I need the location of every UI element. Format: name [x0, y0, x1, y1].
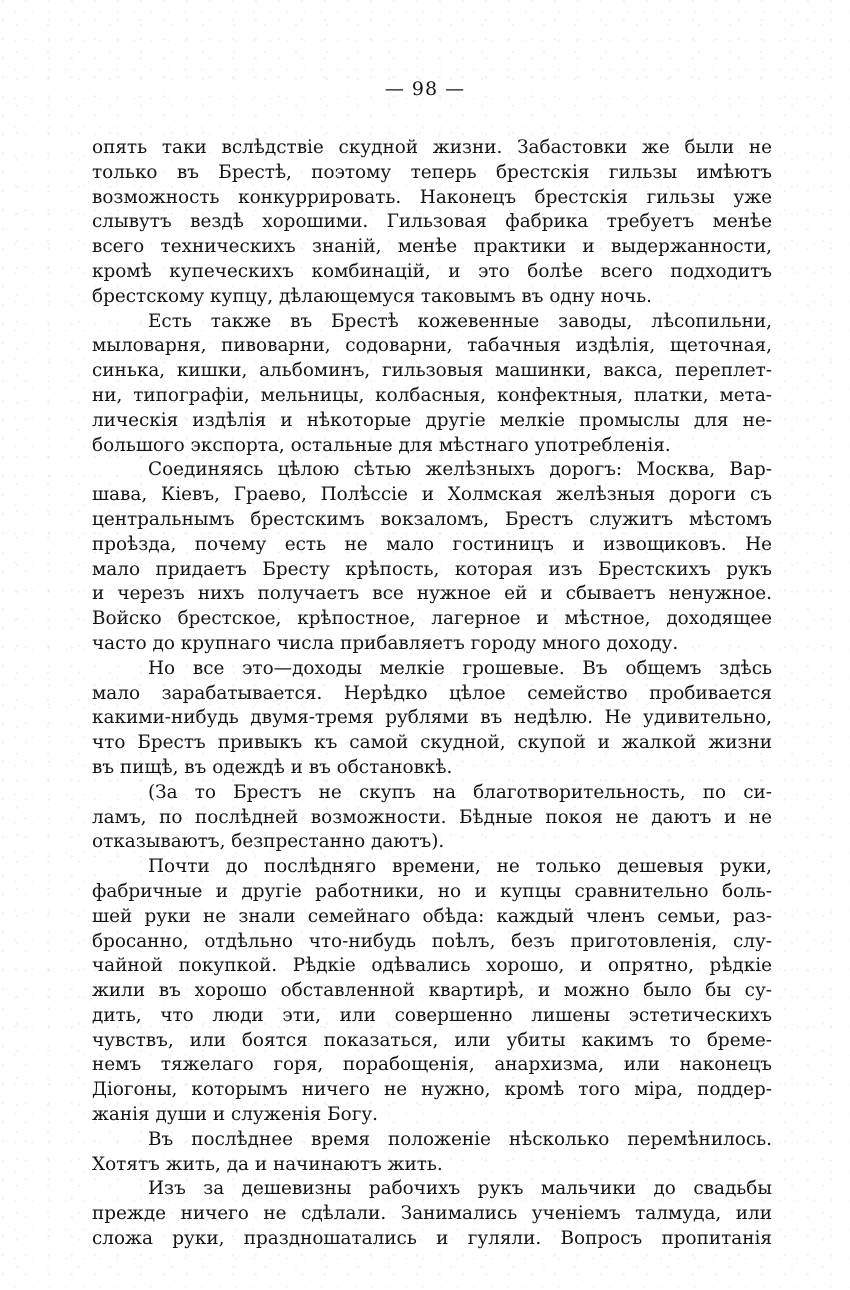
text-line: лическія издѣлія и нѣкоторые другіе мелкіе промыслы для не-	[92, 409, 772, 431]
text-line: и черезъ нихъ получаетъ все нужное ей и сбываетъ ненужное.	[92, 583, 772, 605]
text-line: слывутъ вездѣ хорошими. Гильзовая фабрика требуетъ менѣе	[92, 211, 772, 233]
text-line: прежде ничего не сдѣлали. Занимались ученіемъ талмуда, или	[92, 1203, 772, 1225]
text-line: бросанно, отдѣльно что-нибудь поѣлъ, безъ приготовленія, слу-	[92, 930, 772, 952]
text-line: (За то Брестъ не скупъ на благотворительность, по си-	[148, 781, 772, 803]
text-line: фабричные и другіе работники, но и купцы сравнительно боль-	[92, 880, 772, 902]
text-line: Хотятъ жить, да и начинаютъ жить.	[92, 1153, 443, 1175]
text-line: Діогоны, которымъ ничего не нужно, кромѣ того міра, поддер-	[92, 1079, 772, 1101]
text-line: шей руки не знали семейнаго обѣда: каждый членъ семьи, раз-	[92, 905, 772, 927]
text-line: кромѣ купеческихъ комбинацій, и это болѣе всего подходитъ	[92, 260, 772, 282]
text-line: шава, Кіевъ, Граево, Полѣсcіе и Холмская желѣзныя дороги съ	[92, 484, 772, 506]
text-line: дить, что люди эти, или совершенно лишены эстетическихъ	[92, 1004, 772, 1026]
text-line: проѣзда, почему есть не мало гостиницъ и извощиковъ. Не	[92, 533, 772, 555]
text-line: мало зарабатывается. Нерѣдко цѣлое семейство пробивается	[92, 682, 772, 704]
text-line: какими-нибудь двумя-тремя рублями въ недѣлю. Не удивительно,	[92, 707, 772, 729]
page-number: — 98 —	[384, 78, 466, 100]
text-line: часто до крупнаго числа прибавляетъ городу много доходу.	[92, 632, 679, 654]
text-line: опять таки вслѣдствіе скудной жизни. Забастовки же были не	[92, 137, 772, 158]
text-line: Соединяясь цѣлою сѣтью желѣзныхъ дорогъ: Москва, Вар-	[148, 459, 772, 481]
text-line: Изъ за дешевизны рабочихъ рукъ мальчики до свадьбы	[148, 1178, 772, 1200]
text-line: Въ послѣднее время положеніе нѣсколько перемѣнилось.	[148, 1128, 772, 1150]
text-line: большого экспорта, остальные для мѣстнаго употребленія.	[92, 434, 671, 456]
text-line: только въ Брестѣ, поэтому теперь брестскія гильзы имѣютъ	[92, 161, 772, 183]
text-line: немъ тяжелаго горя, порабощенія, анархизма, или наконецъ	[92, 1054, 772, 1076]
text-line: чувствъ, или боятся показаться, или убиты какимъ то бреме-	[92, 1029, 772, 1051]
text-line: жили въ хорошо обставленной квартирѣ, и можно было бы су-	[92, 980, 772, 1002]
text-line: Войско брестское, крѣпостное, лагерное и мѣстное, доходящее	[92, 608, 772, 630]
text-line: что Брестъ привыкъ къ самой скудной, скупой и жалкой жизни	[92, 732, 772, 754]
body-text	[92, 136, 772, 1252]
text-line: жанія души и служенія Богу.	[92, 1104, 378, 1126]
text-line: Есть также въ Брестѣ кожевенные заводы, лѣсопильни,	[148, 310, 772, 332]
text-line: мыловарня, пивоварни, содоварни, табачныя издѣлія, щеточная,	[92, 335, 772, 357]
text-line: чайной покупкой. Рѣдкіе одѣвались хорошо, и опрятно, рѣдкіе	[92, 955, 772, 977]
text-line: брестскому купцу, дѣлающемуся таковымъ въ одну ночь.	[92, 285, 652, 307]
text-line: всего техническихъ знаній, менѣе практики и выдержанности,	[92, 236, 772, 258]
text-line: синька, кишки, альбоминъ, гильзовыя машинки, вакса, переплет-	[92, 360, 772, 382]
text-line: Но все это—доходы мелкіе грошевые. Въ общемъ здѣсь	[148, 657, 772, 679]
text-line: ни, типографіи, мельницы, колбасныя, конфектныя, платки, мета-	[92, 384, 772, 406]
text-line: центральнымъ брестскимъ вокзаломъ, Брестъ служитъ мѣстомъ	[92, 508, 772, 530]
text-line: отказываютъ, безпрестанно даютъ).	[92, 831, 445, 853]
text-line: мало придаетъ Бресту крѣпость, которая изъ Брестскихъ рукъ	[92, 558, 772, 580]
text-line: сложа руки, праздношатались и гуляли. Вопросъ пропитанія	[92, 1228, 772, 1250]
text-line: Почти до послѣдняго времени, не только дешевыя руки,	[148, 856, 772, 878]
text-line: ламъ, по послѣдней возможности. Бѣдные покоя не даютъ и не	[92, 806, 772, 828]
text-line: возможность конкуррировать. Наконецъ брестскія гильзы уже	[92, 186, 772, 208]
text-line: въ пищѣ, въ одеждѣ и въ обстановкѣ.	[92, 756, 453, 778]
